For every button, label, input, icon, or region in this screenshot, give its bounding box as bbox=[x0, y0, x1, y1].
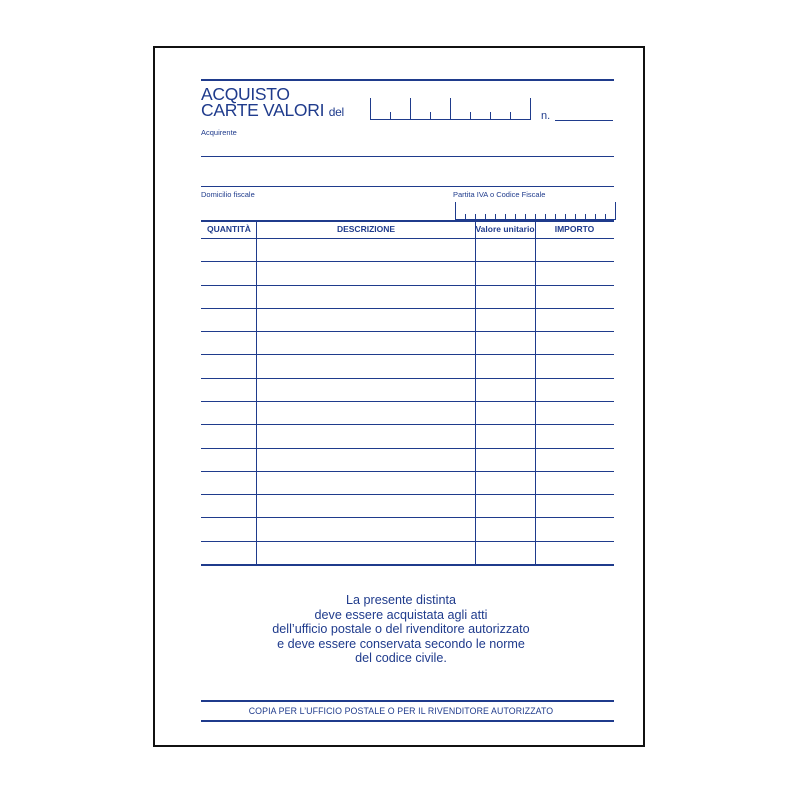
vat-field[interactable] bbox=[455, 202, 615, 220]
note-line: La presente distinta bbox=[346, 593, 456, 607]
col-header-importo: IMPORTO bbox=[554, 224, 595, 234]
col-divider-2 bbox=[475, 220, 476, 566]
note-line: e deve essere conservata secondo le norme bbox=[277, 636, 525, 651]
field-tick bbox=[430, 112, 431, 120]
top-rule bbox=[201, 79, 614, 81]
form-title bbox=[201, 86, 344, 120]
col-header-valore-unitario: Valore unitario bbox=[475, 224, 535, 234]
number-field[interactable] bbox=[555, 120, 613, 121]
form-sheet bbox=[153, 46, 645, 747]
table-header-rule bbox=[201, 238, 614, 239]
footer-top-rule bbox=[201, 700, 614, 702]
note-line: deve essere acquistata agli atti bbox=[314, 607, 488, 622]
note-line: dell’ufficio postale o del rivenditore autorizzato bbox=[272, 622, 530, 636]
title-del: del bbox=[328, 105, 344, 119]
address-label: Domicilio fiscale bbox=[201, 190, 255, 199]
table-row[interactable] bbox=[201, 308, 614, 309]
field-tick bbox=[455, 202, 456, 220]
field-tick bbox=[530, 98, 531, 120]
col-divider-1 bbox=[256, 220, 257, 566]
field-tick bbox=[510, 112, 511, 120]
table-row[interactable] bbox=[201, 471, 614, 472]
field-tick bbox=[615, 202, 616, 220]
buyer-line-1[interactable] bbox=[201, 156, 614, 157]
field-tick bbox=[390, 112, 391, 120]
col-divider-3 bbox=[535, 220, 536, 566]
table-row[interactable] bbox=[201, 378, 614, 379]
table-row[interactable] bbox=[201, 354, 614, 355]
table-top-rule bbox=[201, 220, 614, 222]
title-line-2: CARTE VALORI bbox=[201, 100, 325, 120]
field-tick bbox=[450, 98, 451, 120]
field-tick bbox=[410, 98, 411, 120]
table-row[interactable] bbox=[201, 424, 614, 425]
col-header-quantita: QUANTITÀ bbox=[207, 224, 251, 234]
legal-note bbox=[155, 593, 647, 666]
table-row[interactable] bbox=[201, 494, 614, 495]
table-row[interactable] bbox=[201, 261, 614, 262]
note-line: del codice civile. bbox=[355, 651, 447, 665]
table-row[interactable] bbox=[201, 285, 614, 286]
table-row[interactable] bbox=[201, 448, 614, 449]
date-field[interactable] bbox=[370, 98, 530, 120]
buyer-line-2[interactable] bbox=[201, 186, 614, 187]
table-row[interactable] bbox=[201, 331, 614, 332]
col-header-descrizione: DESCRIZIONE bbox=[336, 224, 396, 234]
table-row[interactable] bbox=[201, 517, 614, 518]
field-tick bbox=[490, 112, 491, 120]
field-tick bbox=[370, 98, 371, 120]
table-row[interactable] bbox=[201, 401, 614, 402]
buyer-label: Acquirente bbox=[201, 128, 237, 137]
number-label: n. bbox=[541, 110, 551, 122]
field-tick bbox=[470, 112, 471, 120]
footer-bottom-rule bbox=[201, 720, 614, 722]
table-row[interactable] bbox=[201, 541, 614, 542]
title-line-1: ACQUISTO bbox=[201, 84, 290, 104]
vat-label: Partita IVA o Codice Fiscale bbox=[453, 190, 546, 199]
table-bottom-rule bbox=[201, 564, 614, 566]
copy-footer: COPIA PER L’UFFICIO POSTALE O PER IL RIVENDITORE AUTORIZZATO bbox=[248, 706, 554, 716]
